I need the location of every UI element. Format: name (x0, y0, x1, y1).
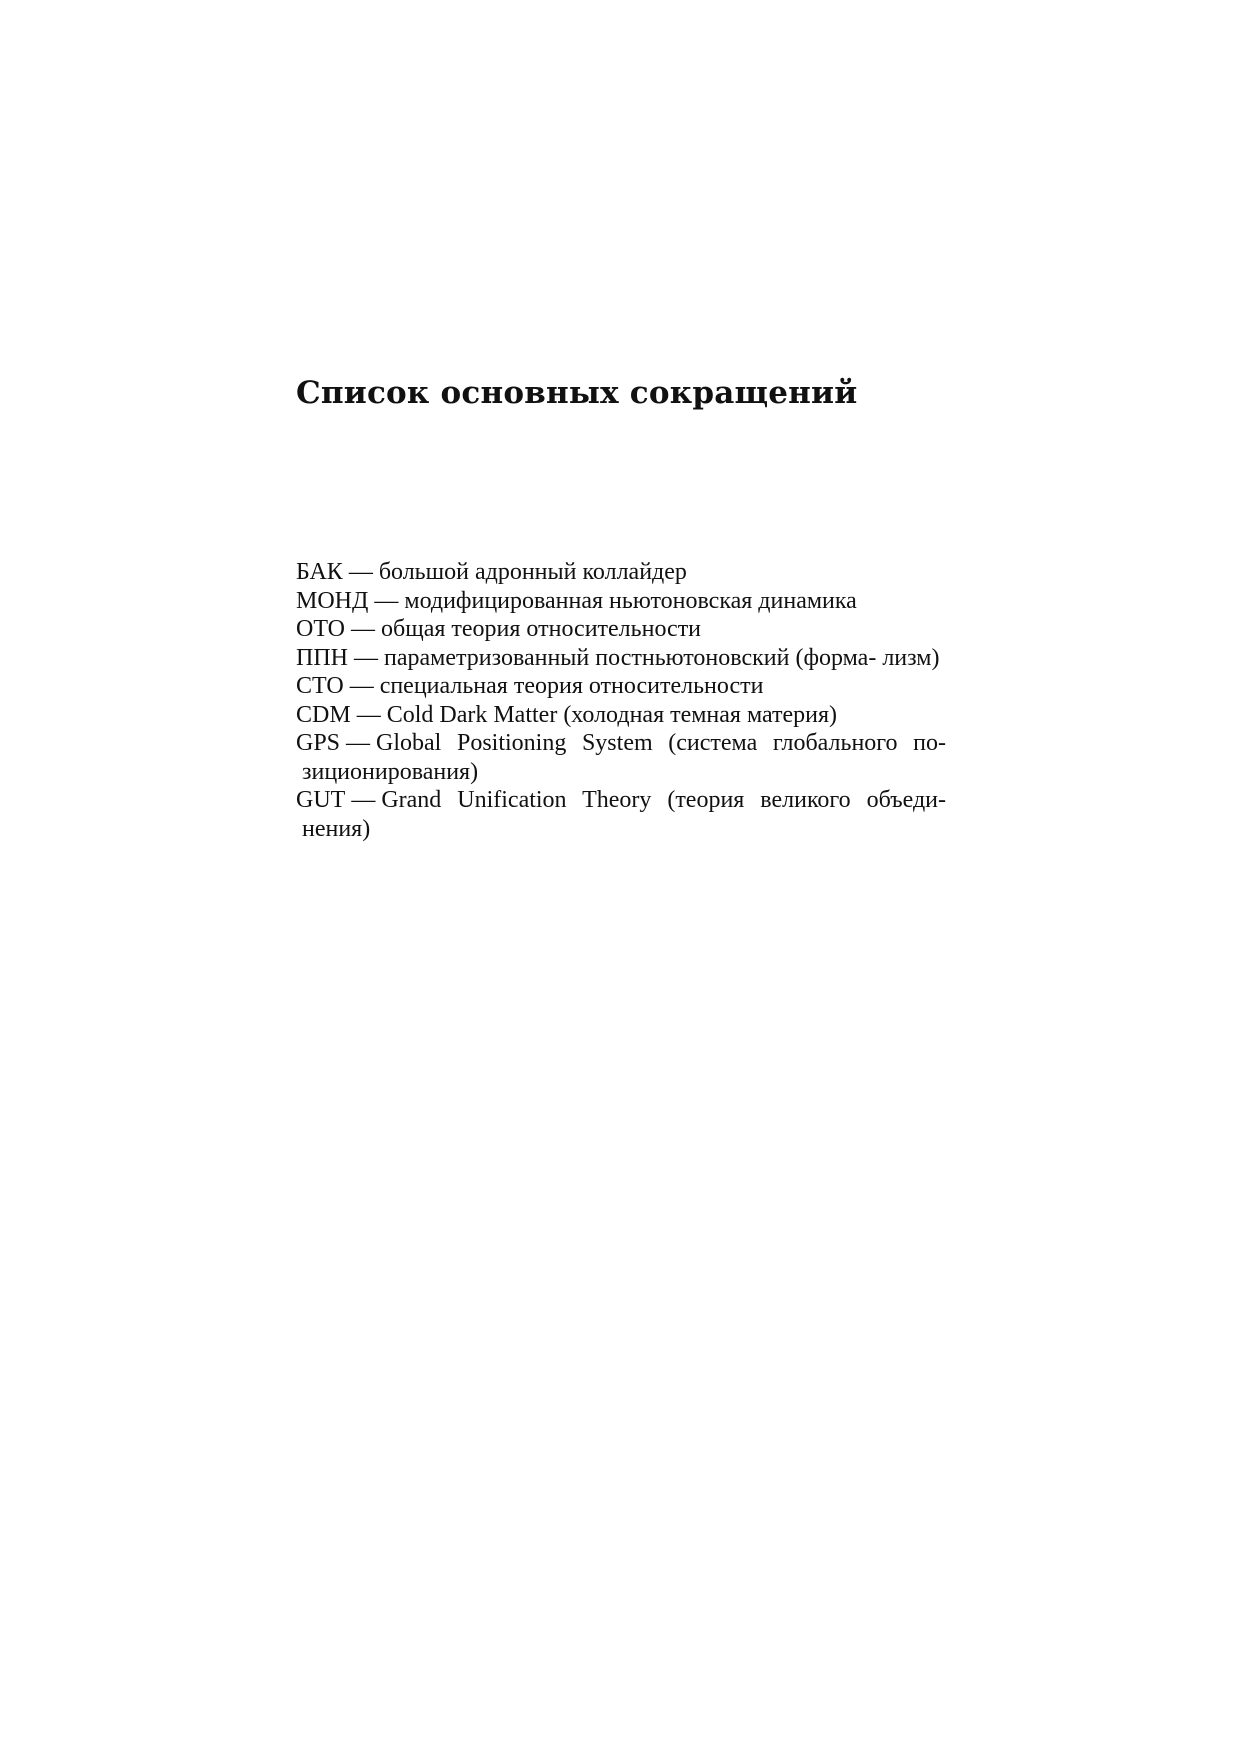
abbreviation-definition: Grand Unification Theory (теория великого объеди- нения) (296, 787, 946, 842)
list-item (296, 786, 946, 843)
list-item (296, 615, 946, 644)
dash: — (348, 559, 373, 585)
abbreviation: МОНД (296, 587, 369, 614)
dash: — (349, 673, 374, 699)
dash: — (374, 587, 399, 614)
abbreviation-list (296, 558, 946, 843)
abbreviation: БАК (296, 559, 343, 585)
abbreviation: CDM (296, 701, 351, 728)
abbreviation-definition: параметризованный постньютоновский (форма- лизм) (384, 644, 940, 671)
abbreviation-definition: модифицированная ньютоновская динамика (404, 587, 857, 614)
abbreviation-definition: большой адронный коллайдер (378, 559, 687, 585)
abbreviation: ППН (296, 644, 348, 671)
abbreviation: ОТО (296, 616, 346, 642)
list-item (296, 587, 946, 616)
abbreviation-definition: общая теория относительности (381, 616, 702, 642)
abbreviation: GUT (296, 787, 346, 813)
list-item (296, 558, 946, 587)
list-item (296, 644, 946, 673)
abbreviation-definition: специальная теория относительности (379, 673, 764, 699)
abbreviation: СТО (296, 673, 344, 699)
list-item (296, 729, 946, 786)
list-item (296, 672, 946, 701)
abbreviation-definition: Global Positioning System (система глобального по- зиционирования) (296, 730, 946, 785)
dash: — (356, 701, 381, 728)
list-item (296, 701, 946, 730)
abbreviation-definition: Cold Dark Matter (холодная темная материя) (386, 701, 838, 728)
dash: — (354, 644, 378, 671)
dash: — (351, 616, 376, 642)
page-title: Список основных сокращений (296, 375, 858, 411)
abbreviation: GPS (296, 730, 341, 756)
dash: — (346, 730, 371, 756)
dash: — (351, 787, 376, 813)
